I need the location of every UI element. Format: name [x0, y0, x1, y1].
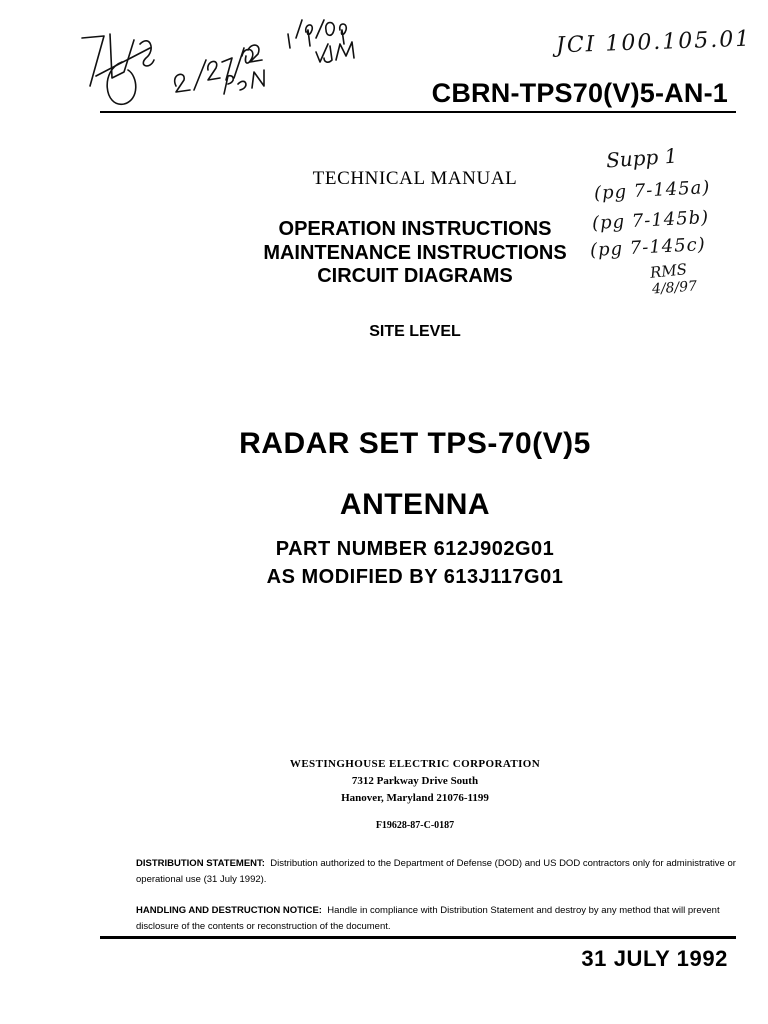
equipment-title: RADAR SET TPS-70(V)5 [239, 427, 591, 460]
document-number: CBRN-TPS70(V)5-AN-1 [431, 78, 728, 108]
handling-notice-text: Handle in compliance with Distribution Statement and destroy by any method that will prevent disclosure of the contents or reconstruction of the document. [136, 905, 720, 932]
organization-address-line-1: 7312 Parkway Drive South [351, 775, 479, 787]
distribution-statement-text: Distribution authorized to the Department of Defense (DOD) and US DOD contractors only for administrative or operational use (31 July 1992). [136, 858, 736, 885]
handwritten-initials-date: 4/8/97 [651, 278, 698, 298]
header-rule [100, 111, 736, 113]
section-operation-instructions: OPERATION INSTRUCTIONS [278, 218, 552, 240]
handwritten-page-ref-1: (pg 7-145a) [593, 176, 711, 205]
distribution-statement [136, 856, 736, 888]
handwritten-initials: RMS [649, 260, 688, 282]
signature-date-stamp-2 [175, 45, 264, 94]
handwritten-supplement-label: Supp 1 [605, 143, 679, 173]
modified-by-line: AS MODIFIED BY 613J117G01 [266, 566, 564, 588]
publication-date: 31 JULY 1992 [581, 946, 728, 971]
manual-type-heading: TECHNICAL MANUAL [312, 168, 518, 189]
equipment-subtitle: ANTENNA [339, 488, 491, 521]
organization-address-line-2: Hanover, Maryland 21076-1199 [341, 792, 489, 804]
section-maintenance-instructions: MAINTENANCE INSTRUCTIONS [263, 242, 567, 264]
footer-rule [100, 936, 736, 939]
section-circuit-diagrams: CIRCUIT DIAGRAMS [317, 265, 513, 287]
part-number-line: PART NUMBER 612J902G01 [275, 538, 555, 560]
handwritten-page-ref-2: (pg 7-145b) [591, 206, 710, 235]
signature-date-stamp-3 [288, 20, 354, 62]
contract-number: F19628-87-C-0187 [375, 820, 455, 831]
site-level-label: SITE LEVEL [369, 323, 461, 340]
organization-block [220, 756, 610, 807]
organization-name: WESTINGHOUSE ELECTRIC CORPORATION [289, 758, 541, 770]
handling-destruction-notice [136, 903, 736, 935]
handling-notice-label: HANDLING AND DESTRUCTION NOTICE: [136, 905, 322, 916]
signature-date-stamp-1 [82, 34, 154, 104]
handwritten-reference-number: JCI 100.105.01 [555, 26, 752, 59]
handwritten-page-ref-3: (pg 7-145c) [589, 233, 707, 262]
distribution-statement-label: DISTRIBUTION STATEMENT: [136, 858, 265, 869]
